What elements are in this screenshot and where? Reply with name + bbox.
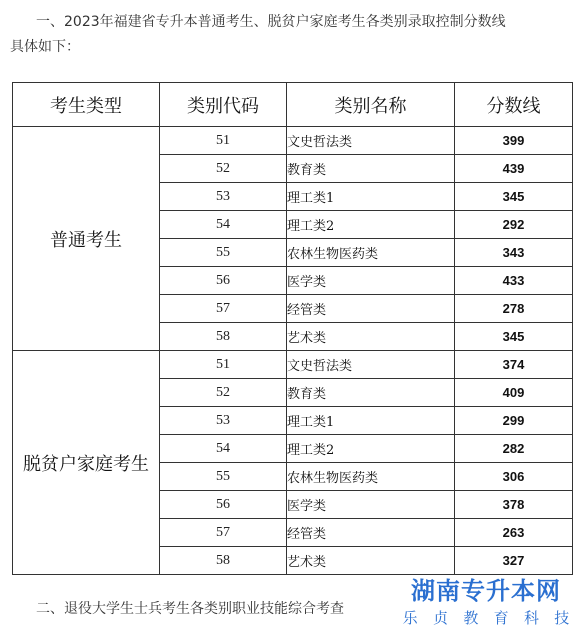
score-cell: 345 [455, 323, 573, 351]
score-cell: 399 [455, 127, 573, 155]
category-code-cell: 56 [160, 491, 287, 519]
intro-text [10, 10, 580, 60]
category-name-cell: 农林生物医药类 [287, 239, 455, 267]
header-category-name: 类别名称 [287, 83, 455, 127]
category-name-cell: 医学类 [287, 267, 455, 295]
score-cell: 327 [455, 547, 573, 575]
category-code-cell: 52 [160, 379, 287, 407]
watermark-char: 乐 [402, 609, 418, 627]
category-name-cell: 艺术类 [287, 323, 455, 351]
intro-line-2: 具体如下： [10, 39, 80, 55]
score-cell: 299 [455, 407, 573, 435]
score-cell: 433 [455, 267, 573, 295]
category-name-cell: 文史哲法类 [287, 127, 455, 155]
category-code-cell: 58 [160, 323, 287, 351]
category-name-cell: 经管类 [287, 519, 455, 547]
watermark-char: 贞 [432, 609, 448, 627]
watermark-logo: 湖南专升本网 [411, 577, 561, 605]
category-name-cell: 理工类1 [287, 183, 455, 211]
watermark-char: 育 [493, 609, 509, 627]
category-code-cell: 53 [160, 407, 287, 435]
table-header-row [13, 83, 573, 127]
category-name-cell: 医学类 [287, 491, 455, 519]
category-code-cell: 54 [160, 435, 287, 463]
category-code-cell: 55 [160, 239, 287, 267]
score-cell: 306 [455, 463, 573, 491]
watermark-subtitle [391, 606, 581, 630]
header-student-type: 考生类型 [13, 83, 160, 127]
score-cell: 409 [455, 379, 573, 407]
score-table [12, 82, 573, 575]
table-row [13, 351, 573, 379]
category-code-cell: 56 [160, 267, 287, 295]
category-name-cell: 农林生物医药类 [287, 463, 455, 491]
watermark-char: 技 [554, 609, 570, 627]
score-cell: 278 [455, 295, 573, 323]
table-row [13, 127, 573, 155]
category-name-cell: 理工类2 [287, 211, 455, 239]
watermark-char: 科 [523, 609, 539, 627]
category-code-cell: 53 [160, 183, 287, 211]
category-code-cell: 58 [160, 547, 287, 575]
category-name-cell: 理工类1 [287, 407, 455, 435]
category-code-cell: 51 [160, 351, 287, 379]
category-name-cell: 教育类 [287, 379, 455, 407]
header-score-line: 分数线 [455, 83, 573, 127]
intro-line-1: 一、2023年福建省专升本普通考生、脱贫户家庭考生各类别录取控制分数线 [36, 14, 506, 30]
category-code-cell: 57 [160, 519, 287, 547]
score-cell: 292 [455, 211, 573, 239]
category-name-cell: 艺术类 [287, 547, 455, 575]
category-code-cell: 57 [160, 295, 287, 323]
category-name-cell: 经管类 [287, 295, 455, 323]
score-cell: 345 [455, 183, 573, 211]
table-body [13, 127, 573, 575]
student-type-cell: 普通考生 [13, 127, 160, 351]
score-cell: 439 [455, 155, 573, 183]
category-code-cell: 51 [160, 127, 287, 155]
watermark-char: 教 [463, 609, 479, 627]
score-cell: 374 [455, 351, 573, 379]
watermark [391, 576, 581, 636]
score-cell: 282 [455, 435, 573, 463]
student-type-cell: 脱贫户家庭考生 [13, 351, 160, 575]
category-name-cell: 理工类2 [287, 435, 455, 463]
header-category-code: 类别代码 [160, 83, 287, 127]
category-code-cell: 52 [160, 155, 287, 183]
category-name-cell: 文史哲法类 [287, 351, 455, 379]
score-cell: 343 [455, 239, 573, 267]
section-two-heading: 二、退役大学生士兵考生各类别职业技能综合考查 [36, 601, 344, 617]
score-cell: 378 [455, 491, 573, 519]
category-name-cell: 教育类 [287, 155, 455, 183]
score-cell: 263 [455, 519, 573, 547]
category-code-cell: 54 [160, 211, 287, 239]
category-code-cell: 55 [160, 463, 287, 491]
